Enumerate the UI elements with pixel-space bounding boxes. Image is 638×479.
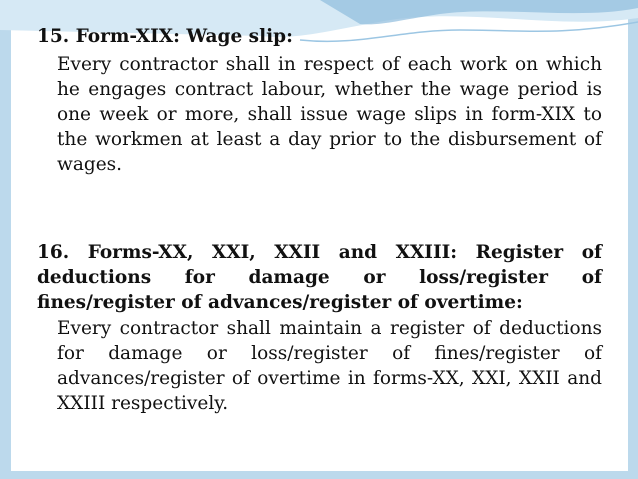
section-15-body: Every contractor shall in respect of each work on which he engages contract labour, whether the wage period is one week or more, shall issue wage slips in form-XIX to the workmen at least a day prior to the disbursement of wages. (57, 54, 602, 175)
section-16-body: Every contractor shall maintain a register of deductions for damage or loss/register of fines/register of advances/register of overtime in forms-XX, XXI, XXII and XXIII respectively. (57, 318, 602, 414)
section-16-heading-text: Forms-XX, XXI, XXII and XXIII: Register of deductions for damage or loss/register of fines/register of advances/register of overtime: (37, 242, 602, 313)
section-16-number: 16. (37, 242, 70, 263)
slide-frame-bottom (0, 471, 638, 479)
section-15-heading: 15. Form-XIX: Wage slip: (37, 26, 293, 47)
slide-frame-left (0, 0, 11, 479)
slide-content (11, 0, 628, 471)
slide-frame-right (628, 0, 638, 479)
section-16-heading (37, 240, 602, 315)
